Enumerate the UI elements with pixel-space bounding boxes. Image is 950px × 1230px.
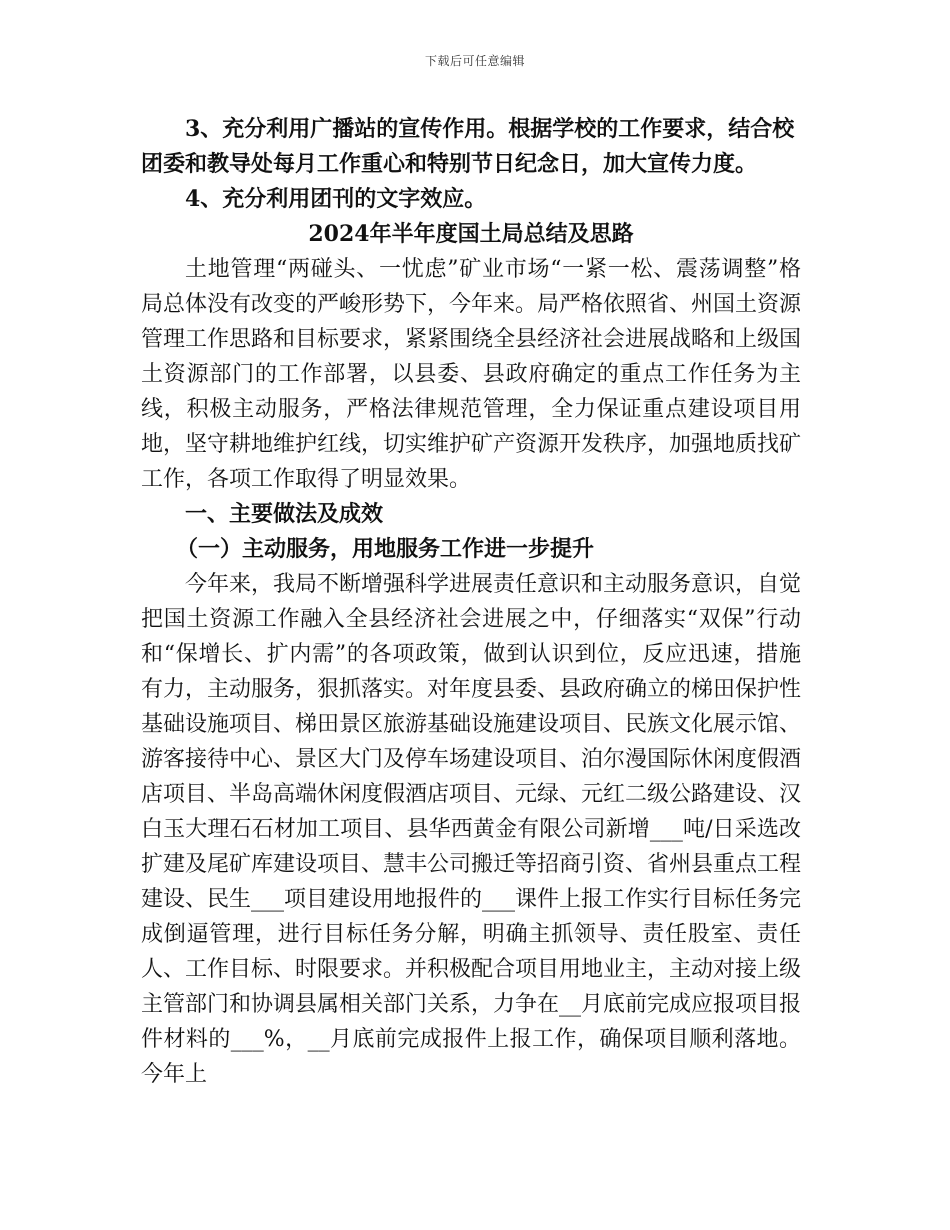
subsection-heading-1: （一）主动服务，用地服务工作进一步提升	[176, 536, 595, 562]
document-body	[141, 112, 801, 1092]
intro-paragraph: 土地管理“两碰头、一忧虑”矿业市场“一紧一松、震荡调整”格局总体没有改变的严峻形势下，今年来。局严格依照省、州国土资源管理工作思路和目标要求，紧紧围绕全县经济社会进展战略和上级国土资源部门的工作部署，以县委、县政府确定的重点工作任务为主线，积极主动服务，严格法律规范管理，全力保证重点建设项目用地，坚守耕地维护红线，切实维护矿产资源开发秩序，加强地质找矿工作，各项工作取得了明显效果。	[141, 257, 802, 492]
section-heading-1: 一、主要做法及成效	[185, 501, 384, 527]
list-item-4: 4、充分利用团刊的文字效应。	[185, 186, 487, 212]
body-paragraph: 今年来，我局不断增强科学进展责任意识和主动服务意识，自觉把国土资源工作融入全县经济社会进展之中，仔细落实“双保”行动和“保增长、扩内需”的各项政策，做到认识到位，反应迅速，措施有力，主动服务，狠抓落实。对年度县委、县政府确立的梯田保护性基础设施项目、梯田景区旅游基础设施建设项目、民族文化展示馆、游客接待中心、景区大门及停车场建设项目、泊尔漫国际休闲度假酒店项目、半岛高端休闲度假酒店项目、元绿、元红二级公路建设、汉白玉大理石石材加工项目、县华西黄金有限公司新增___吨/日采选改扩建及尾矿库建设项目、慧丰公司搬迁等招商引资、省州县重点工程建设、民生___项目建设用地报件的___课件上报工作实行目标任务完成倒逼管理，进行目标任务分解，明确主抓领导、责任股室、责任人、工作目标、时限要求。并积极配合项目用地业主，主动对接上级主管部门和协调县属相关部门关系，力争在__月底前完成应报项目报件材料的___%，__月底前完成报件上报工作，确保项目顺利落地。今年上	[141, 572, 802, 1087]
document-title: 2024年半年度国土局总结及思路	[308, 221, 634, 247]
list-item-3: 3、充分利用广播站的宣传作用。根据学校的工作要求，结合校团委和教导处每月工作重心和特别节日纪念日，加大宣传力度。	[141, 116, 795, 177]
page-header: 下载后可任意编辑	[424, 54, 525, 68]
